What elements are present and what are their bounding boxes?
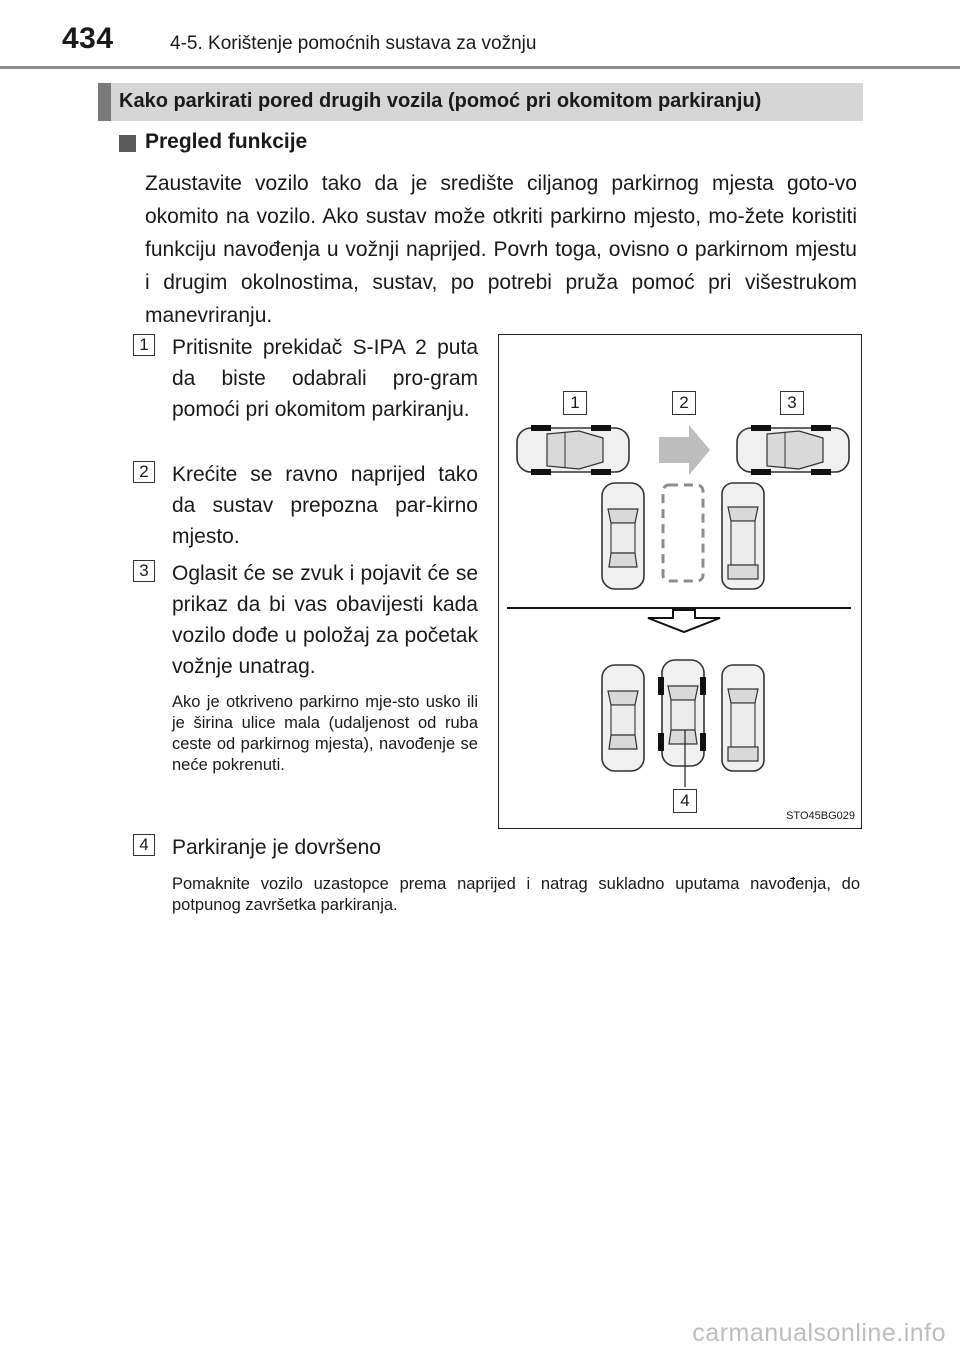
step-4-note: Pomaknite vozilo uzastopce prema naprijed i natrag sukladno uputama navođenja, do potpunog završetka parkiranja.	[172, 875, 860, 914]
step-2-number-icon: 2	[133, 461, 155, 483]
step-1-text: Pritisnite prekidač S-IPA 2 puta da biste odabrali pro-gram pomoći pri okomitom parkiranju.	[172, 336, 478, 421]
down-arrow-icon	[648, 610, 720, 632]
car-position-1-icon	[517, 425, 629, 475]
step-1-number-icon: 1	[133, 334, 155, 356]
step-4-number-icon: 4	[133, 834, 155, 856]
parked-car-left-final-icon	[602, 665, 644, 771]
car-position-3-icon	[737, 425, 849, 475]
target-parking-space	[663, 485, 703, 581]
banner-title: Kako parkirati pored drugih vozila (pomoć pri okomitom parkiranju)	[119, 90, 762, 112]
parked-car-left-icon	[602, 483, 644, 589]
figure-label-3-icon: 3	[780, 391, 804, 415]
figure-code: STO45BG029	[786, 810, 855, 822]
step-4-text: Parkiranje je dovršeno	[172, 836, 381, 859]
chapter-title: 4-5. Korištenje pomoćnih sustava za vožnju	[170, 33, 537, 54]
parked-car-right-icon	[722, 483, 764, 589]
own-car-parked-icon	[658, 660, 706, 766]
section-title: Pregled funkcije	[145, 130, 308, 153]
page-number: 434	[62, 22, 114, 55]
parking-illustration	[498, 334, 862, 829]
step-2-text: Krećite se ravno naprijed tako da sustav prepozna par-kirno mjesto.	[172, 463, 478, 548]
figure-label-1-icon: 1	[563, 391, 587, 415]
step-3-number-icon: 3	[133, 560, 155, 582]
square-bullet-icon	[119, 135, 136, 152]
section-banner	[98, 83, 863, 121]
figure-label-4-icon: 4	[673, 789, 697, 813]
intro-paragraph: Zaustavite vozilo tako da je središte ciljanog parkirnog mjesta goto-vo okomito na vozilo. Ako sustav može otkriti parkirno mjesto, mo-žete koristiti funkciju navođenja u vožnji naprijed. Povrh toga, ovisno o parkirnom mjestu i drugim okolnostima, sustav, po potrebi pruža pomoć pri višestrukom manevriranju.	[145, 172, 857, 327]
figure-label-2-icon: 2	[672, 391, 696, 415]
forward-arrow-icon	[659, 425, 710, 475]
watermark: carmanualsonline.info	[692, 1319, 946, 1347]
step-3-text: Oglasit će se zvuk i pojavit će se prikaz da bi vas obavijesti kada vozilo dođe u položaj za početak vožnje unatrag.	[172, 562, 478, 678]
header-divider	[0, 66, 960, 69]
step-3-note: Ako je otkriveno parkirno mje-sto usko ili je širina ulice mala (udaljenost od ruba ceste od parkirnog mjesta), navođenje se neće pokrenuti.	[172, 693, 478, 774]
parked-car-right-final-icon	[722, 665, 764, 771]
